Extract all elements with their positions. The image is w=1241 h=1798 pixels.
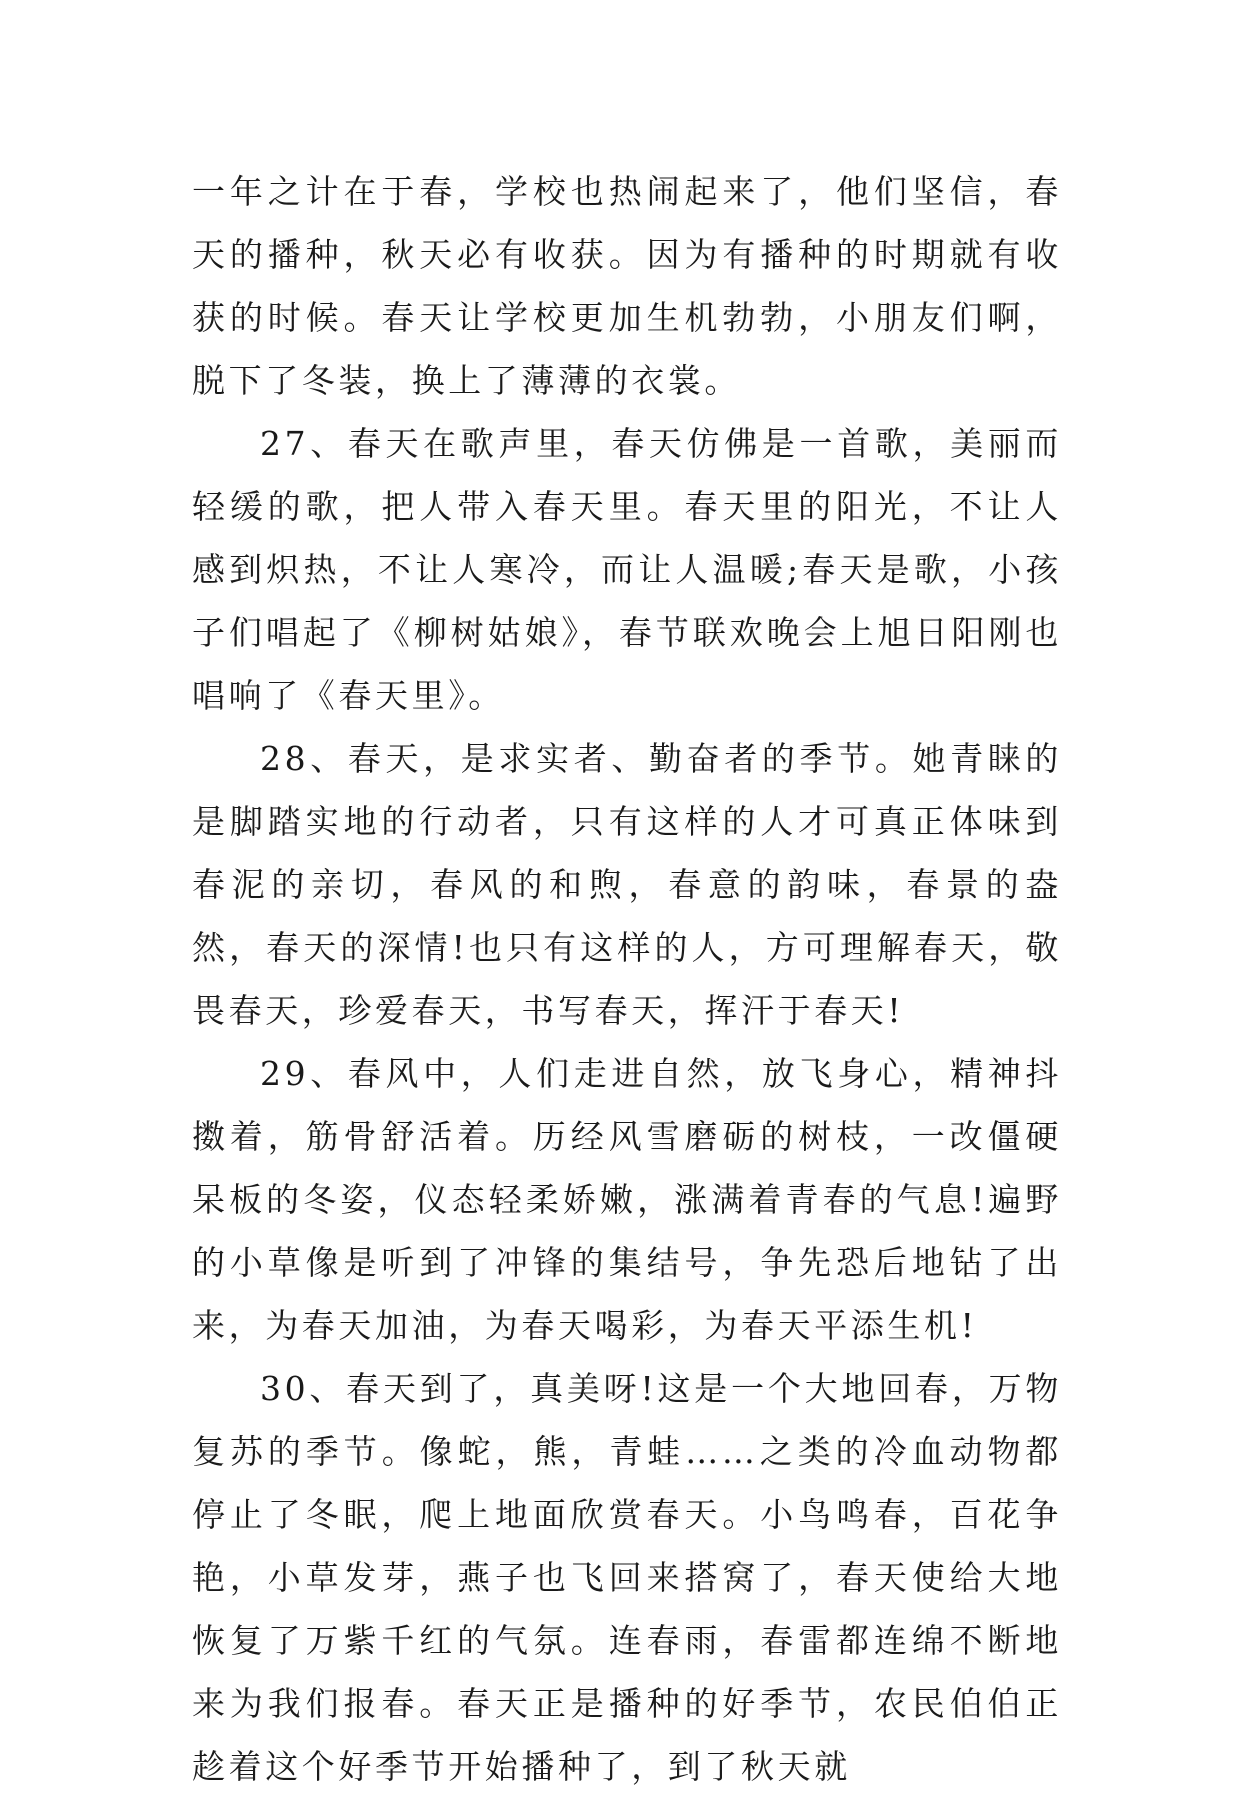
paragraph-spring-school: 一年之计在于春，学校也热闹起来了，他们坚信，春天的播种，秋天必有收获。因为有播种的时期就有收获的时候。春天让学校更加生机勃勃，小朋友们啊，脱下了冬装，换上了薄薄的衣裳。 [192, 172, 1062, 400]
paragraph-28: 28、春天，是求实者、勤奋者的季节。她青睐的是脚踏实地的行动者，只有这样的人才可真正体味到春泥的亲切，春风的和煦，春意的韵味，春景的盎然，春天的深情!也只有这样的人，方可理解春天，敬畏春天，珍爱春天，书写春天，挥汗于春天! [192, 739, 1062, 1030]
paragraph-29: 29、春风中，人们走进自然，放飞身心，精神抖擞着，筋骨舒活着。历经风雪磨砺的树枝，一改僵硬呆板的冬姿，仪态轻柔娇嫩，涨满着青春的气息!遍野的小草像是听到了冲锋的集结号，争先恐后地钻了出来，为春天加油，为春天喝彩，为春天平添生机! [192, 1054, 1062, 1345]
document-body [192, 160, 1062, 1798]
paragraph-30: 30、春天到了，真美呀!这是一个大地回春，万物复苏的季节。像蛇，熊，青蛙……之类的冷血动物都停止了冬眠，爬上地面欣赏春天。小鸟鸣春，百花争艳，小草发芽，燕子也飞回来搭窝了，春天使给大地恢复了万紫千红的气氛。连春雨，春雷都连绵不断地来为我们报春。春天正是播种的好季节，农民伯伯正趁着这个好季节开始播种了，到了秋天就 [192, 1369, 1062, 1786]
paragraph-27: 27、春天在歌声里，春天仿佛是一首歌，美丽而轻缓的歌，把人带入春天里。春天里的阳光，不让人感到炽热，不让人寒冷，而让人温暖;春天是歌，小孩子们唱起了《柳树姑娘》，春节联欢晚会上旭日阳刚也唱响了《春天里》。 [192, 424, 1062, 715]
